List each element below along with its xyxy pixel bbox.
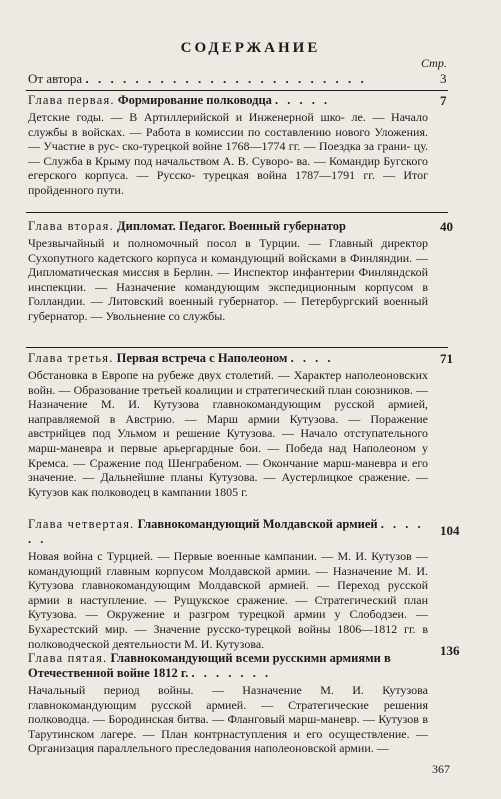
- toc-chapter-2: [28, 219, 428, 324]
- divider: [26, 90, 448, 91]
- author-page-number: 3: [440, 71, 447, 86]
- chapter-2-page-number: 40: [440, 219, 453, 234]
- chapter-summary: Обстановка в Европе на рубеже двух столетий. — Характер наполеоновских войн. — Образование третьей коалиции и стратегический план союзников. — Назначение М. И. Кутузова главнокомандующим русской армией, направляемой в Австрию. — Марш армии Кутузова. — Поражение австрийцев под Ульмом и решение Кутузова. — Начало отступательного марш-маневра и первые арьергардные бои. — Победа над Наполеоном у Кремса. — Сражение под Шенграбеном. — Окончание марш-маневра и его значение. — Дальнейшие планы Кутузова. — Аустерлицкое сражение. — Кутузов как полководец в кампании 1805 г.: [28, 368, 428, 499]
- leader-dots: . . . . .: [275, 93, 331, 107]
- chapter-heading: [28, 651, 428, 681]
- page-title: СОДЕРЖАНИЕ: [180, 40, 321, 56]
- leader-dots: . . . . . . .: [191, 666, 272, 680]
- toc-chapter-1: [28, 93, 428, 198]
- divider: [26, 212, 448, 213]
- leader-dots: . . . . . .: [28, 517, 430, 546]
- chapter-label: Глава первая.: [28, 93, 115, 107]
- leader-dots: . . . .: [290, 351, 334, 365]
- chapter-title: Дипломат. Педагог. Военный губернатор: [117, 219, 346, 233]
- chapter-title: Первая встреча с Наполеоном: [116, 351, 288, 365]
- chapter-label: Глава четвертая.: [28, 517, 135, 531]
- chapter-summary: Новая война с Турцией. — Первые военные кампании. — М. И. Кутузов — командующий главным корпусом Молдавской армии. — Назначение М. И. Кутузова главнокомандующим Молдавской армией. — Переход русской армии в наступление. — Рущукское сражение. — Стратегический план Кутузова. — Окружение и разгром турецкой армии у Слободзеи. — Бухарестский мир. — Значение русско-турецкой войны 1806—1812 гг. в полководческой деятельности М. И. Кутузова.: [28, 549, 428, 651]
- toc-entry-author: [28, 71, 448, 87]
- chapter-title: Главнокомандующий всеми русскими армиями в Отечественной войне 1812 г.: [28, 651, 394, 680]
- chapter-3-page-number: 71: [440, 351, 453, 366]
- chapter-heading: [28, 93, 428, 108]
- chapter-summary: Детские годы. — В Артиллерийской и Инженерной шко- ле. — Начало службы в войсках. — Работа в комиссии по составлению нового Уложения. — Участие в рус- ско-турецкой войне 1768—1774 гг. — Поездка за грани- цу. — Служба в Крыму под начальством А. В. Суворо- ва. — Командир Бугского егерского корпуса. — Русско- турецкая война 1787—1791 гг. — Итог пройденного пути.: [28, 110, 429, 197]
- toc-chapter-5: [28, 651, 428, 756]
- chapter-4-page-number: 104: [440, 523, 460, 538]
- divider: [26, 347, 448, 348]
- chapter-heading: [28, 517, 428, 547]
- folio-page-number: 367: [432, 762, 450, 776]
- chapter-5-page-number: 136: [440, 643, 460, 658]
- chapter-title: Формирование полководца: [117, 93, 272, 107]
- chapter-1-page-number: 7: [440, 93, 447, 108]
- chapter-label: Глава вторая.: [28, 219, 114, 233]
- chapter-label: Глава пятая.: [28, 651, 108, 665]
- toc-chapter-3: [28, 351, 428, 499]
- chapter-heading: [28, 351, 428, 366]
- chapter-title: Главнокомандующий Молдавской армией: [137, 517, 378, 531]
- chapter-summary: Начальный период войны. — Назначение М. И. Кутузова главнокомандующим русской армией. — Стратегические решения полководца. — Бородинская битва. — Фланговый марш-маневр. — Кутузов в Тарутинском лагере. — План контрнаступления и его осуществление. — Организация параллельного преследования наполеоновской армии. —: [28, 683, 428, 756]
- leader-dots: . . . . . . . . . . . . . . . . . . . . . . .: [85, 71, 367, 86]
- page-column-label: Стр.: [421, 56, 447, 70]
- chapter-heading: [28, 219, 428, 234]
- chapter-summary: Чрезвычайный и полномочный посол в Турции. — Главный директор Сухопутного кадетского корпуса и командующий войсками в Финляндии. — Дипломатическая миссия в Берлин. — Инспектор инфантерии Финляндской инспекции. — Назначение командующим экспедиционным корпусом в Голландии. — Литовский военный губернатор. — Петербургский военный губернатор. — Увольнение со службы.: [28, 236, 428, 323]
- author-label: От автора: [28, 71, 83, 86]
- toc-chapter-4: [28, 517, 428, 651]
- chapter-label: Глава третья.: [28, 351, 114, 365]
